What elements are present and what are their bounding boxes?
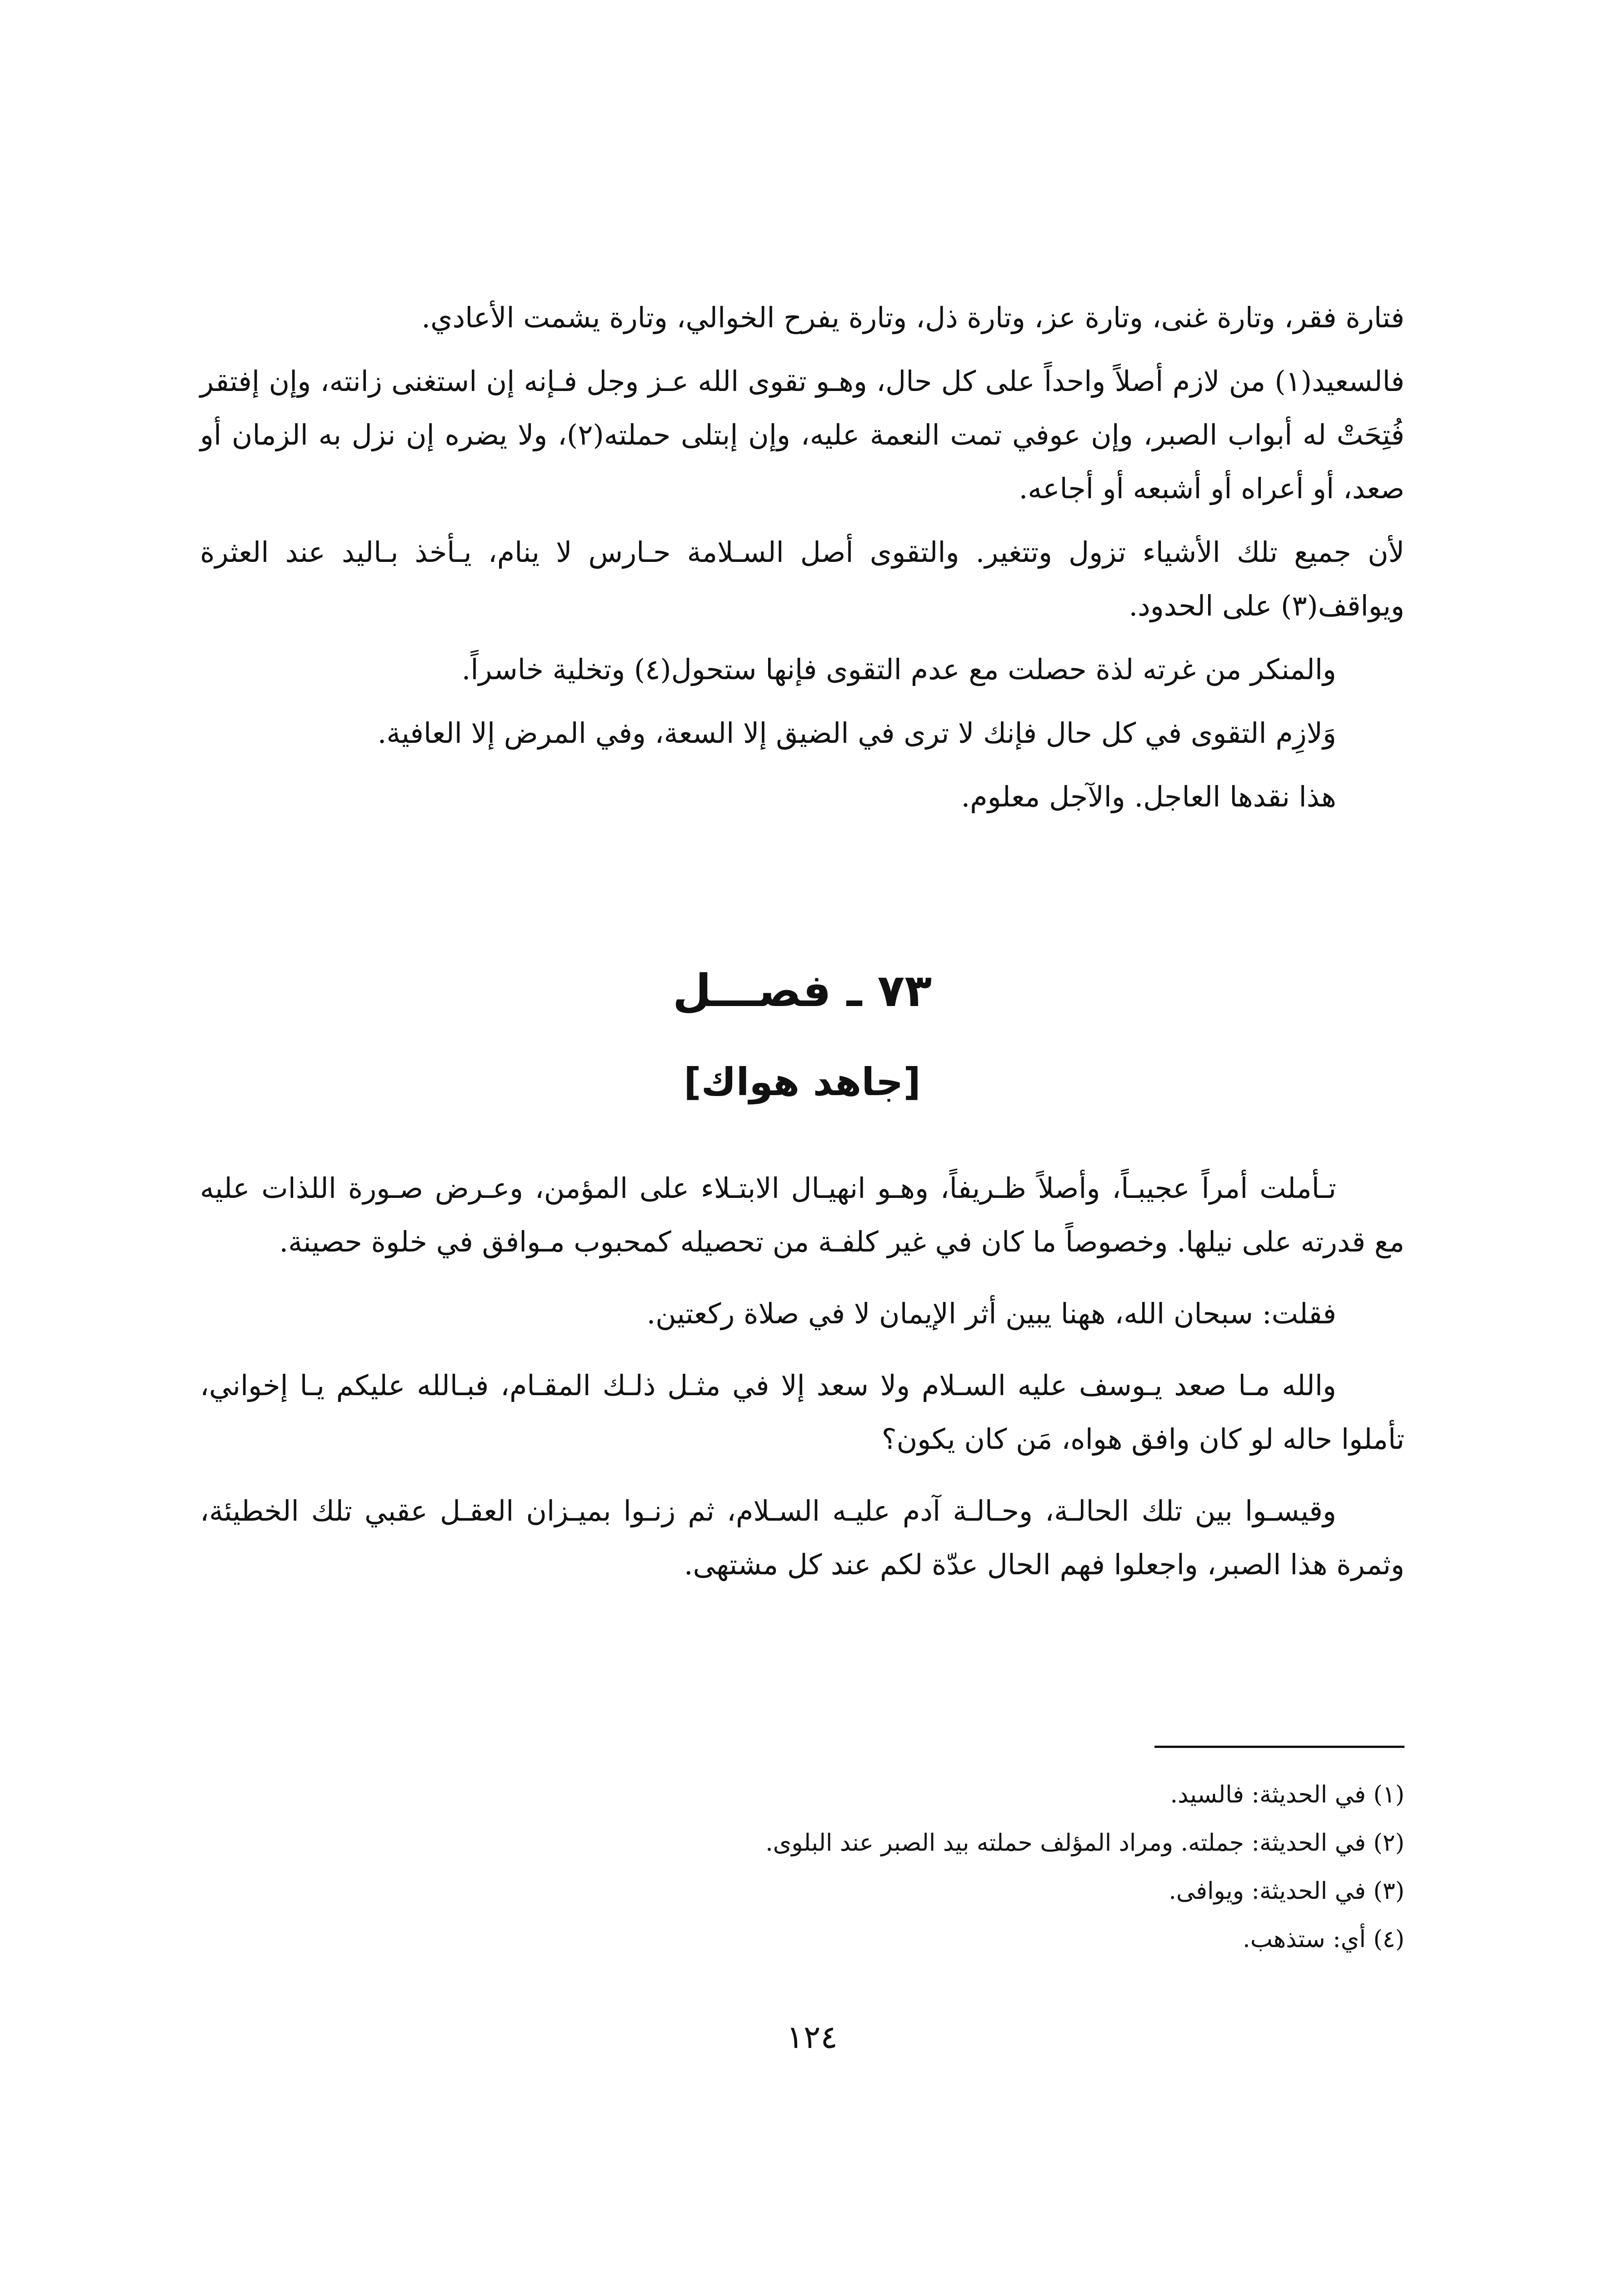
chapter-subtitle: [جاهد هواك] — [684, 1060, 921, 1104]
paragraph: والله مـا صعد يـوسف عليه السـلام ولا سعد إلا في مثـل ذلـك المقـام، فبـالله عليكم يـا إخواني، تأملوا حاله لو كان وافق هواه، مَن كان يكون؟ — [200, 1369, 1404, 1456]
paragraph: هذا نقدها العاجل. والآجل معلوم. — [961, 780, 1336, 813]
chapter-title: ٧٣ ـ فصـــل — [672, 965, 932, 1017]
footnote: (١) في الحديثة: فالسيد. — [1170, 1781, 1404, 1808]
paragraph: وقيسـوا بين تلك الحالـة، وحـالـة آدم عليـه السـلام، ثم زنـوا بميـزان العقـل عقبي تلك الخطيئة، وثمرة هذا الصبر، واجعلوا فهم الحال عدّة لكم عند كل مشتهى. — [200, 1494, 1404, 1581]
chapter-body — [200, 1162, 1404, 1592]
paragraph: تـأملت أمراً عجيبـاً، وأصلاً ظـريفاً، وهـو انهيـال الابتـلاء على المؤمن، وعـرض صـورة اللذات عليه مع قدرته على نيلها. وخصوصاً ما كان في غير كلفـة من تحصيله كمحبوب مـوافق في خلوة حصينة. — [200, 1172, 1404, 1258]
opening-section — [200, 291, 1404, 824]
paragraph: فالسعيد(١) من لازم أصلاً واحداً على كل حال، وهـو تقوى الله عـز وجل فـإنه إن استغنى زانته، وإن إفتقر فُتِحَتْ له أبواب الصبر، وإن عوفي تمت النعمة عليه، وإن إبتلى حملته(٢)، ولا يضره إن نزل به الزمان أو صعد، أو أعراه أو أشبعه أو أجاعه. — [200, 365, 1404, 505]
page-number: ١٢٤ — [786, 2018, 838, 2056]
footnote: (٤) أي: ستذهب. — [1243, 1926, 1404, 1953]
footnote: (٢) في الحديثة: جملته. ومراد المؤلف حملته بيد الصبر عند البلوى. — [765, 1829, 1404, 1857]
paragraph: فقلت: سبحان الله، ههنا يبين أثر الإيمان لا في صلاة ركعتين. — [646, 1297, 1336, 1330]
footnotes — [200, 1771, 1404, 1963]
paragraph: فتارة فقر، وتارة غنى، وتارة عز، وتارة ذل، وتارة يفرح الخوالي، وتارة يشمت الأعادي. — [421, 301, 1404, 334]
paragraph: وَلازِم التقوى في كل حال فإنك لا ترى في الضيق إلا السعة، وفي المرض إلا العافية. — [377, 716, 1336, 750]
paragraph: والمنكر من غرته لذة حصلت مع عدم التقوى فإنها ستحول(٤) وتخلية خاسراً. — [461, 653, 1336, 686]
footnote: (٣) في الحديثة: ويوافى. — [1169, 1877, 1404, 1905]
paragraph: لأن جميع تلك الأشياء تزول وتتغير. والتقوى أصل السـلامة حـارس لا ينام، يـأخذ بـاليد عند العثرة ويواقف(٣) على الحدود. — [200, 536, 1404, 622]
footnote-divider — [1154, 1746, 1404, 1748]
